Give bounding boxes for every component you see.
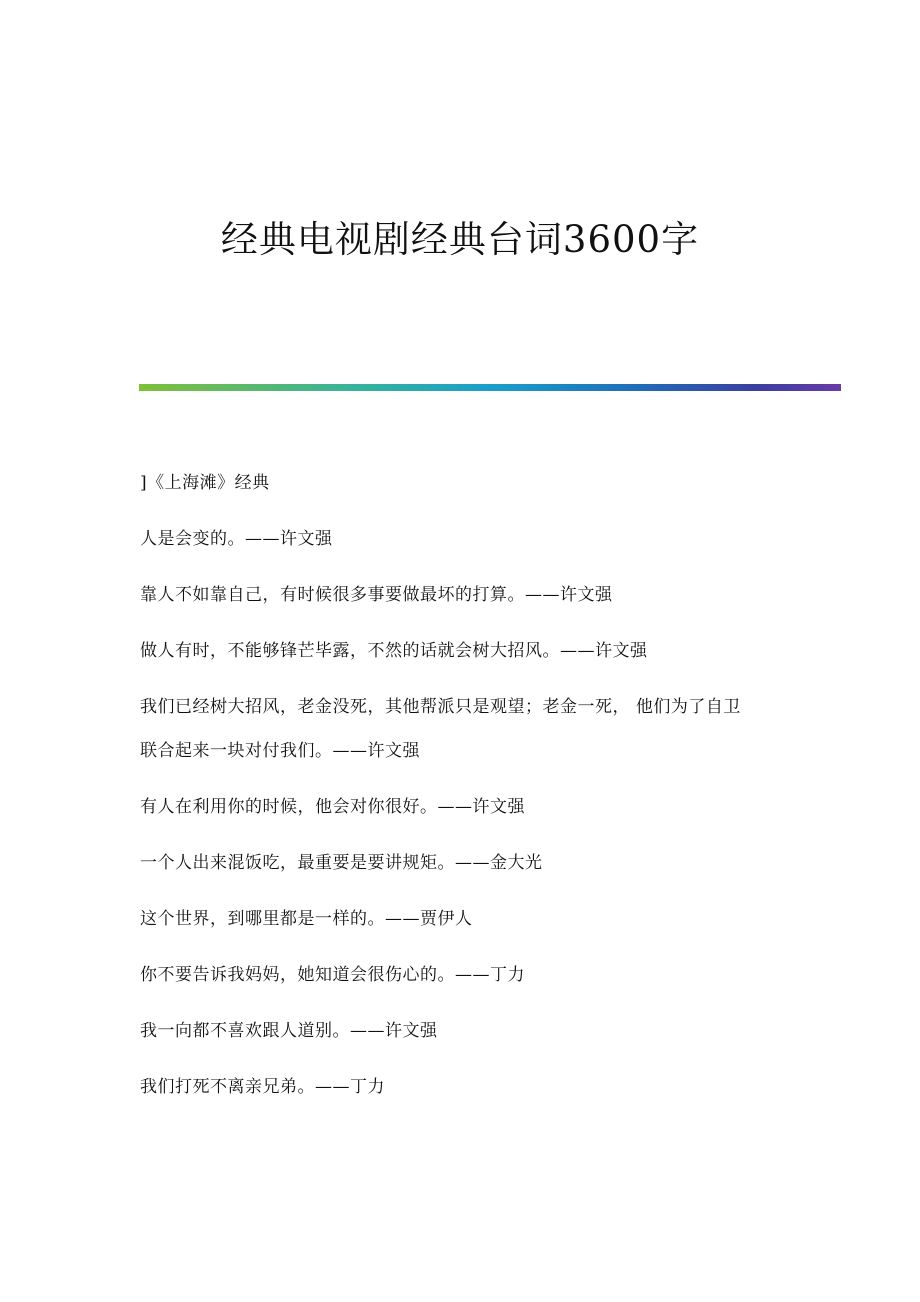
page-title: 经典电视剧经典台词3600字 bbox=[220, 218, 700, 261]
text-line: 有人在利用你的时候，他会对你很好。——许文强 bbox=[140, 797, 525, 817]
text-line: 人是会变的。——许文强 bbox=[140, 529, 333, 549]
text-line: 靠人不如靠自己，有时候很多事要做最坏的打算。——许文强 bbox=[140, 585, 613, 605]
text-line: 一个人出来混饭吃，最重要是要讲规矩。——金大光 bbox=[140, 853, 543, 873]
text-line: 我们打死不离亲兄弟。——丁力 bbox=[140, 1077, 385, 1097]
text-line: 我一向都不喜欢跟人道别。——许文强 bbox=[140, 1021, 438, 1041]
document-body bbox=[140, 466, 790, 1126]
gradient-divider bbox=[139, 384, 841, 391]
text-line: 你不要告诉我妈妈，她知道会很伤心的。——丁力 bbox=[140, 965, 525, 985]
text-line-section-heading: ]《上海滩》经典 bbox=[140, 473, 270, 493]
text-line: 做人有时，不能够锋芒毕露，不然的话就会树大招风。——许文强 bbox=[140, 641, 648, 661]
text-line: 这个世界，到哪里都是一样的。——贾伊人 bbox=[140, 909, 473, 929]
text-line: 联合起来一块对付我们。——许文强 bbox=[140, 741, 420, 761]
text-line: 我们已经树大招风，老金没死，其他帮派只是观望；老金一死， 他们为了自卫 bbox=[140, 697, 741, 717]
